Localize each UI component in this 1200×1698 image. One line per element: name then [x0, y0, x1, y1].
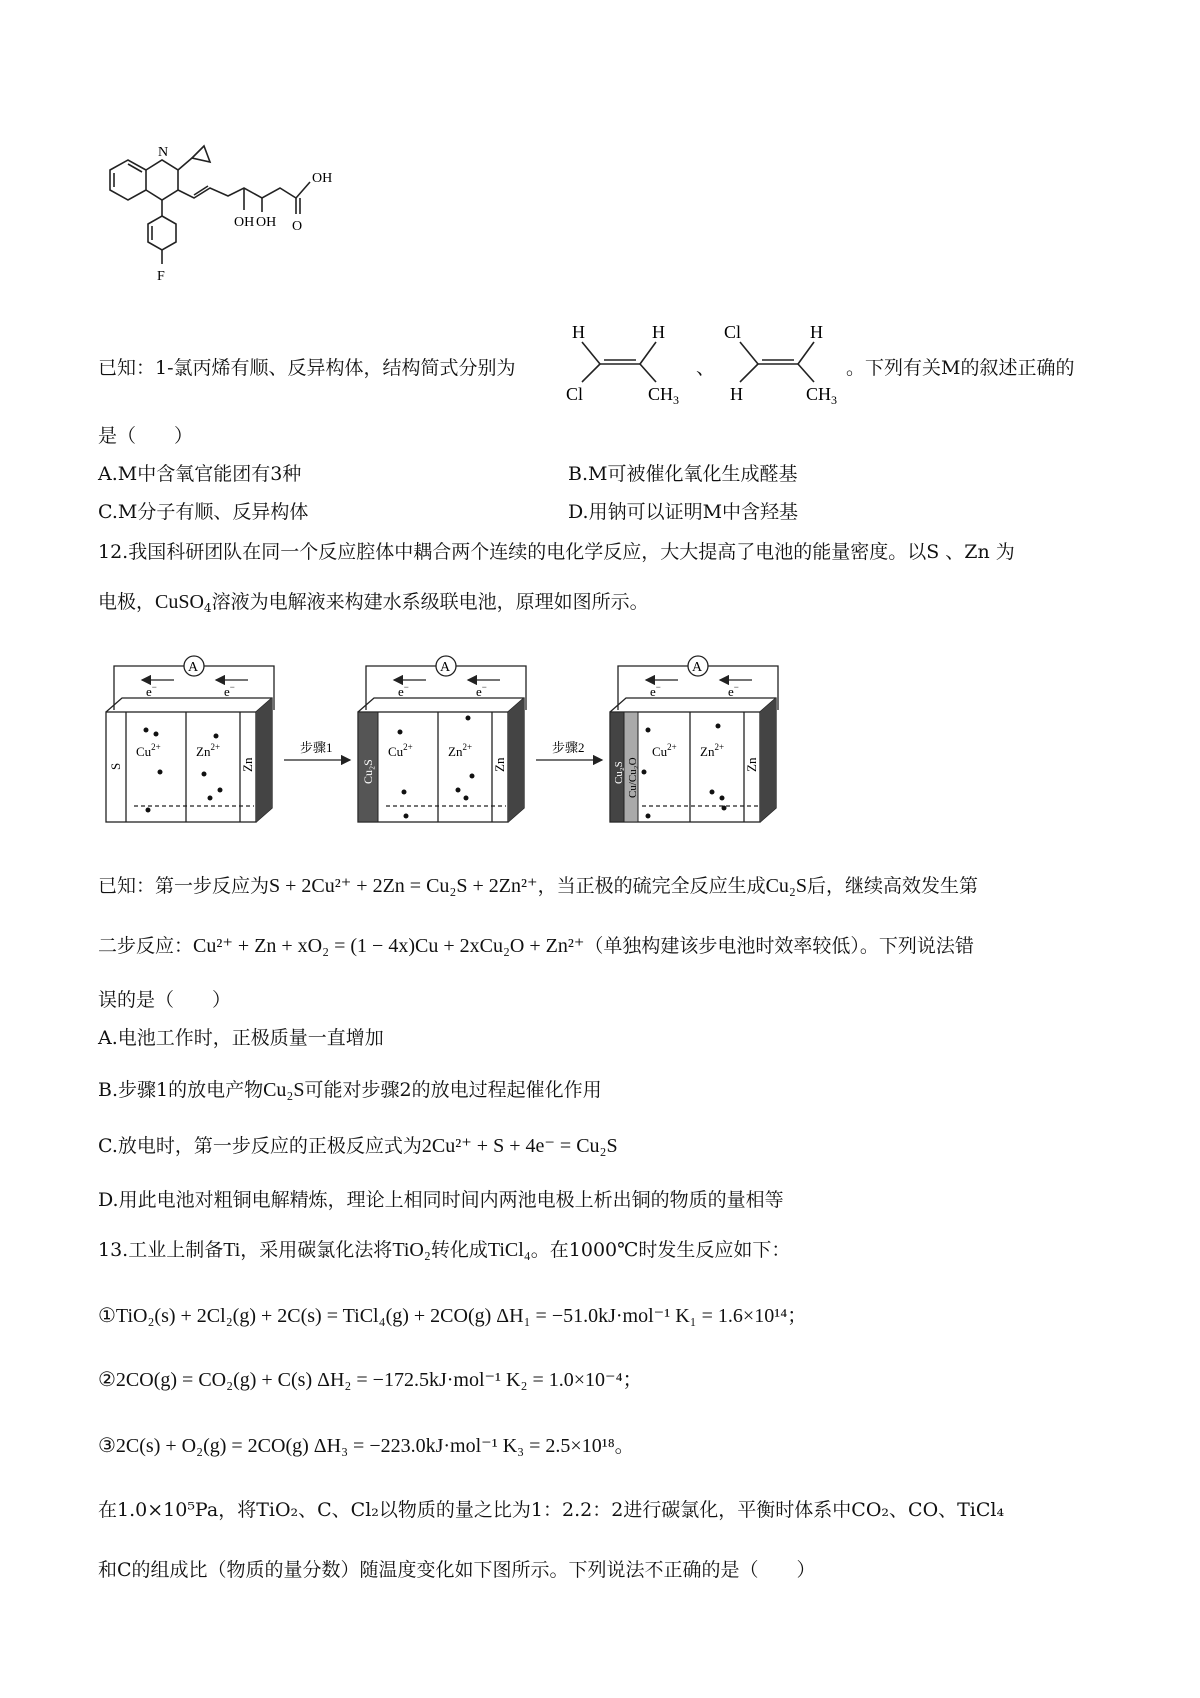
cis-isomer-structure — [560, 324, 680, 404]
cis-h-right: H — [652, 324, 665, 342]
cell2-ion-cu: $Cu^{2+}$ — [388, 742, 413, 759]
atom-n: N — [158, 145, 169, 160]
cell3-ion-zn: $Zn^{2+}$ — [700, 742, 725, 759]
q11-option-b: B.M可被催化氧化生成醛基 — [568, 463, 798, 485]
q12-option-b: B.步骤1的放电产物Cu₂S可能对步骤2的放电过程起催化作用 — [98, 1079, 602, 1101]
electron-label: e− — [728, 682, 739, 699]
electron-label: e− — [224, 682, 235, 699]
trans-ch3: $CH_3$ — [806, 384, 838, 404]
q12-known-line2: 二步反应：Cu²⁺ + Zn + xO₂ = (1 − 4x)Cu + 2xCu₂O + Zn²⁺（单独构建该步电池时效率较低）。下列说法错 — [98, 935, 974, 957]
q13-reaction-2: ②2CO(g) = CO₂(g) + C(s) ΔH₂ = −172.5kJ·mol⁻¹ K₂ = 1.0×10⁻⁴； — [98, 1369, 643, 1391]
q13-stem: 13.工业上制备Ti，采用碳氯化法将TiO₂转化成TiCl₄。在1000℃时发生反应如下： — [98, 1239, 791, 1261]
cell2-left-electrode: Cu₂S — [361, 759, 375, 784]
step2-label: 步骤2 — [552, 740, 585, 755]
cascade-battery-figure — [104, 648, 844, 838]
ammeter-3-label: A — [692, 660, 703, 675]
cell3-electrode-cu2s: Cu₂S — [613, 761, 625, 784]
ammeter-2-label: A — [440, 660, 451, 675]
electron-label: e− — [476, 682, 487, 699]
atom-o: O — [292, 219, 303, 234]
cis-h-left: H — [572, 324, 585, 342]
trans-cl: Cl — [724, 324, 742, 342]
trans-h-right: H — [810, 324, 823, 342]
isomer-separator: 、 — [696, 357, 716, 379]
q12-option-c: C.放电时，第一步反应的正极反应式为2Cu²⁺ + S + 4e⁻ = Cu₂S — [98, 1135, 618, 1157]
electron-label: e− — [398, 682, 409, 699]
atom-oh-2: OH — [256, 215, 277, 230]
q12-option-d: D.用此电池对粗铜电解精炼，理论上相同时间内两池电极上析出铜的物质的量相等 — [98, 1189, 784, 1211]
atom-oh-1: OH — [234, 215, 255, 230]
cell3-ion-cu: $Cu^{2+}$ — [652, 742, 677, 759]
electron-label: e− — [650, 682, 661, 699]
atom-oh-acid: OH — [312, 171, 333, 186]
q12-stem-line1: 12.我国科研团队在同一个反应腔体中耦合两个连续的电化学反应，大大提高了电池的能量密度。以S 、Zn 为 — [98, 541, 1015, 563]
q11-option-a: A.M中含氧官能团有3种 — [98, 463, 302, 485]
cis-cl: Cl — [566, 384, 584, 404]
cell3-electrode-cu-cu2o: Cu/Cu₂O — [627, 757, 639, 798]
trans-isomer-structure — [718, 324, 838, 404]
trans-h-left: H — [730, 384, 743, 404]
q11-known-suffix: 。下列有关M的叙述正确的 — [846, 357, 1075, 379]
q11-option-c: C.M分子有顺、反异构体 — [98, 501, 309, 523]
q12-stem-line2: 电极，CuSO$_4$溶液为电解液来构建水系级联电池，原理如图所示。 — [98, 591, 649, 615]
cell2-right-electrode: Zn — [492, 757, 507, 772]
q12-option-a: A.电池工作时，正极质量一直增加 — [98, 1027, 384, 1049]
q13-condition-line1: 在1.0×10⁵Pa，将TiO₂、C、Cl₂以物质的量之比为1：2.2：2进行碳氯化，平衡时体系中CO₂、CO、TiCl₄ — [98, 1499, 1005, 1521]
ammeter-1-label: A — [188, 660, 199, 675]
q11-option-d: D.用钠可以证明M中含羟基 — [568, 501, 799, 523]
q13-reaction-1: ①TiO₂(s) + 2Cl₂(g) + 2C(s) = TiCl₄(g) + 2CO(g) ΔH₁ = −51.0kJ·mol⁻¹ K₁ = 1.6×10¹⁴； — [98, 1305, 808, 1327]
q13-condition-line2: 和C的组成比（物质的量分数）随温度变化如下图所示。下列说法不正确的是（ ） — [98, 1559, 816, 1581]
cell1-left-electrode: S — [108, 762, 123, 770]
cell3-right-electrode: Zn — [744, 757, 759, 772]
electron-label: e− — [146, 682, 157, 699]
atom-f: F — [157, 269, 165, 284]
q11-answer-blank: 是（ ） — [98, 425, 194, 447]
q12-known-line1: 已知：第一步反应为S + 2Cu²⁺ + 2Zn = Cu₂S + 2Zn²⁺，当正极的硫完全反应生成Cu₂S后，继续高效发生第 — [98, 875, 979, 897]
molecule-m-structure — [100, 140, 350, 300]
cis-ch3: $CH_3$ — [648, 384, 680, 404]
q13-reaction-3: ③2C(s) + O₂(g) = 2CO(g) ΔH₃ = −223.0kJ·mol⁻¹ K₃ = 2.5×10¹⁸。 — [98, 1435, 635, 1457]
cell1-ion-cu: $Cu^{2+}$ — [136, 742, 161, 759]
cell1-ion-zn: $Zn^{2+}$ — [196, 742, 221, 759]
step1-label: 步骤1 — [300, 740, 333, 755]
q11-known-prefix: 已知：1-氯丙烯有顺、反异构体，结构简式分别为 — [98, 357, 516, 379]
cell2-ion-zn: $Zn^{2+}$ — [448, 742, 473, 759]
cell1-right-electrode: Zn — [240, 757, 255, 772]
q12-known-line3: 误的是（ ） — [98, 989, 232, 1011]
